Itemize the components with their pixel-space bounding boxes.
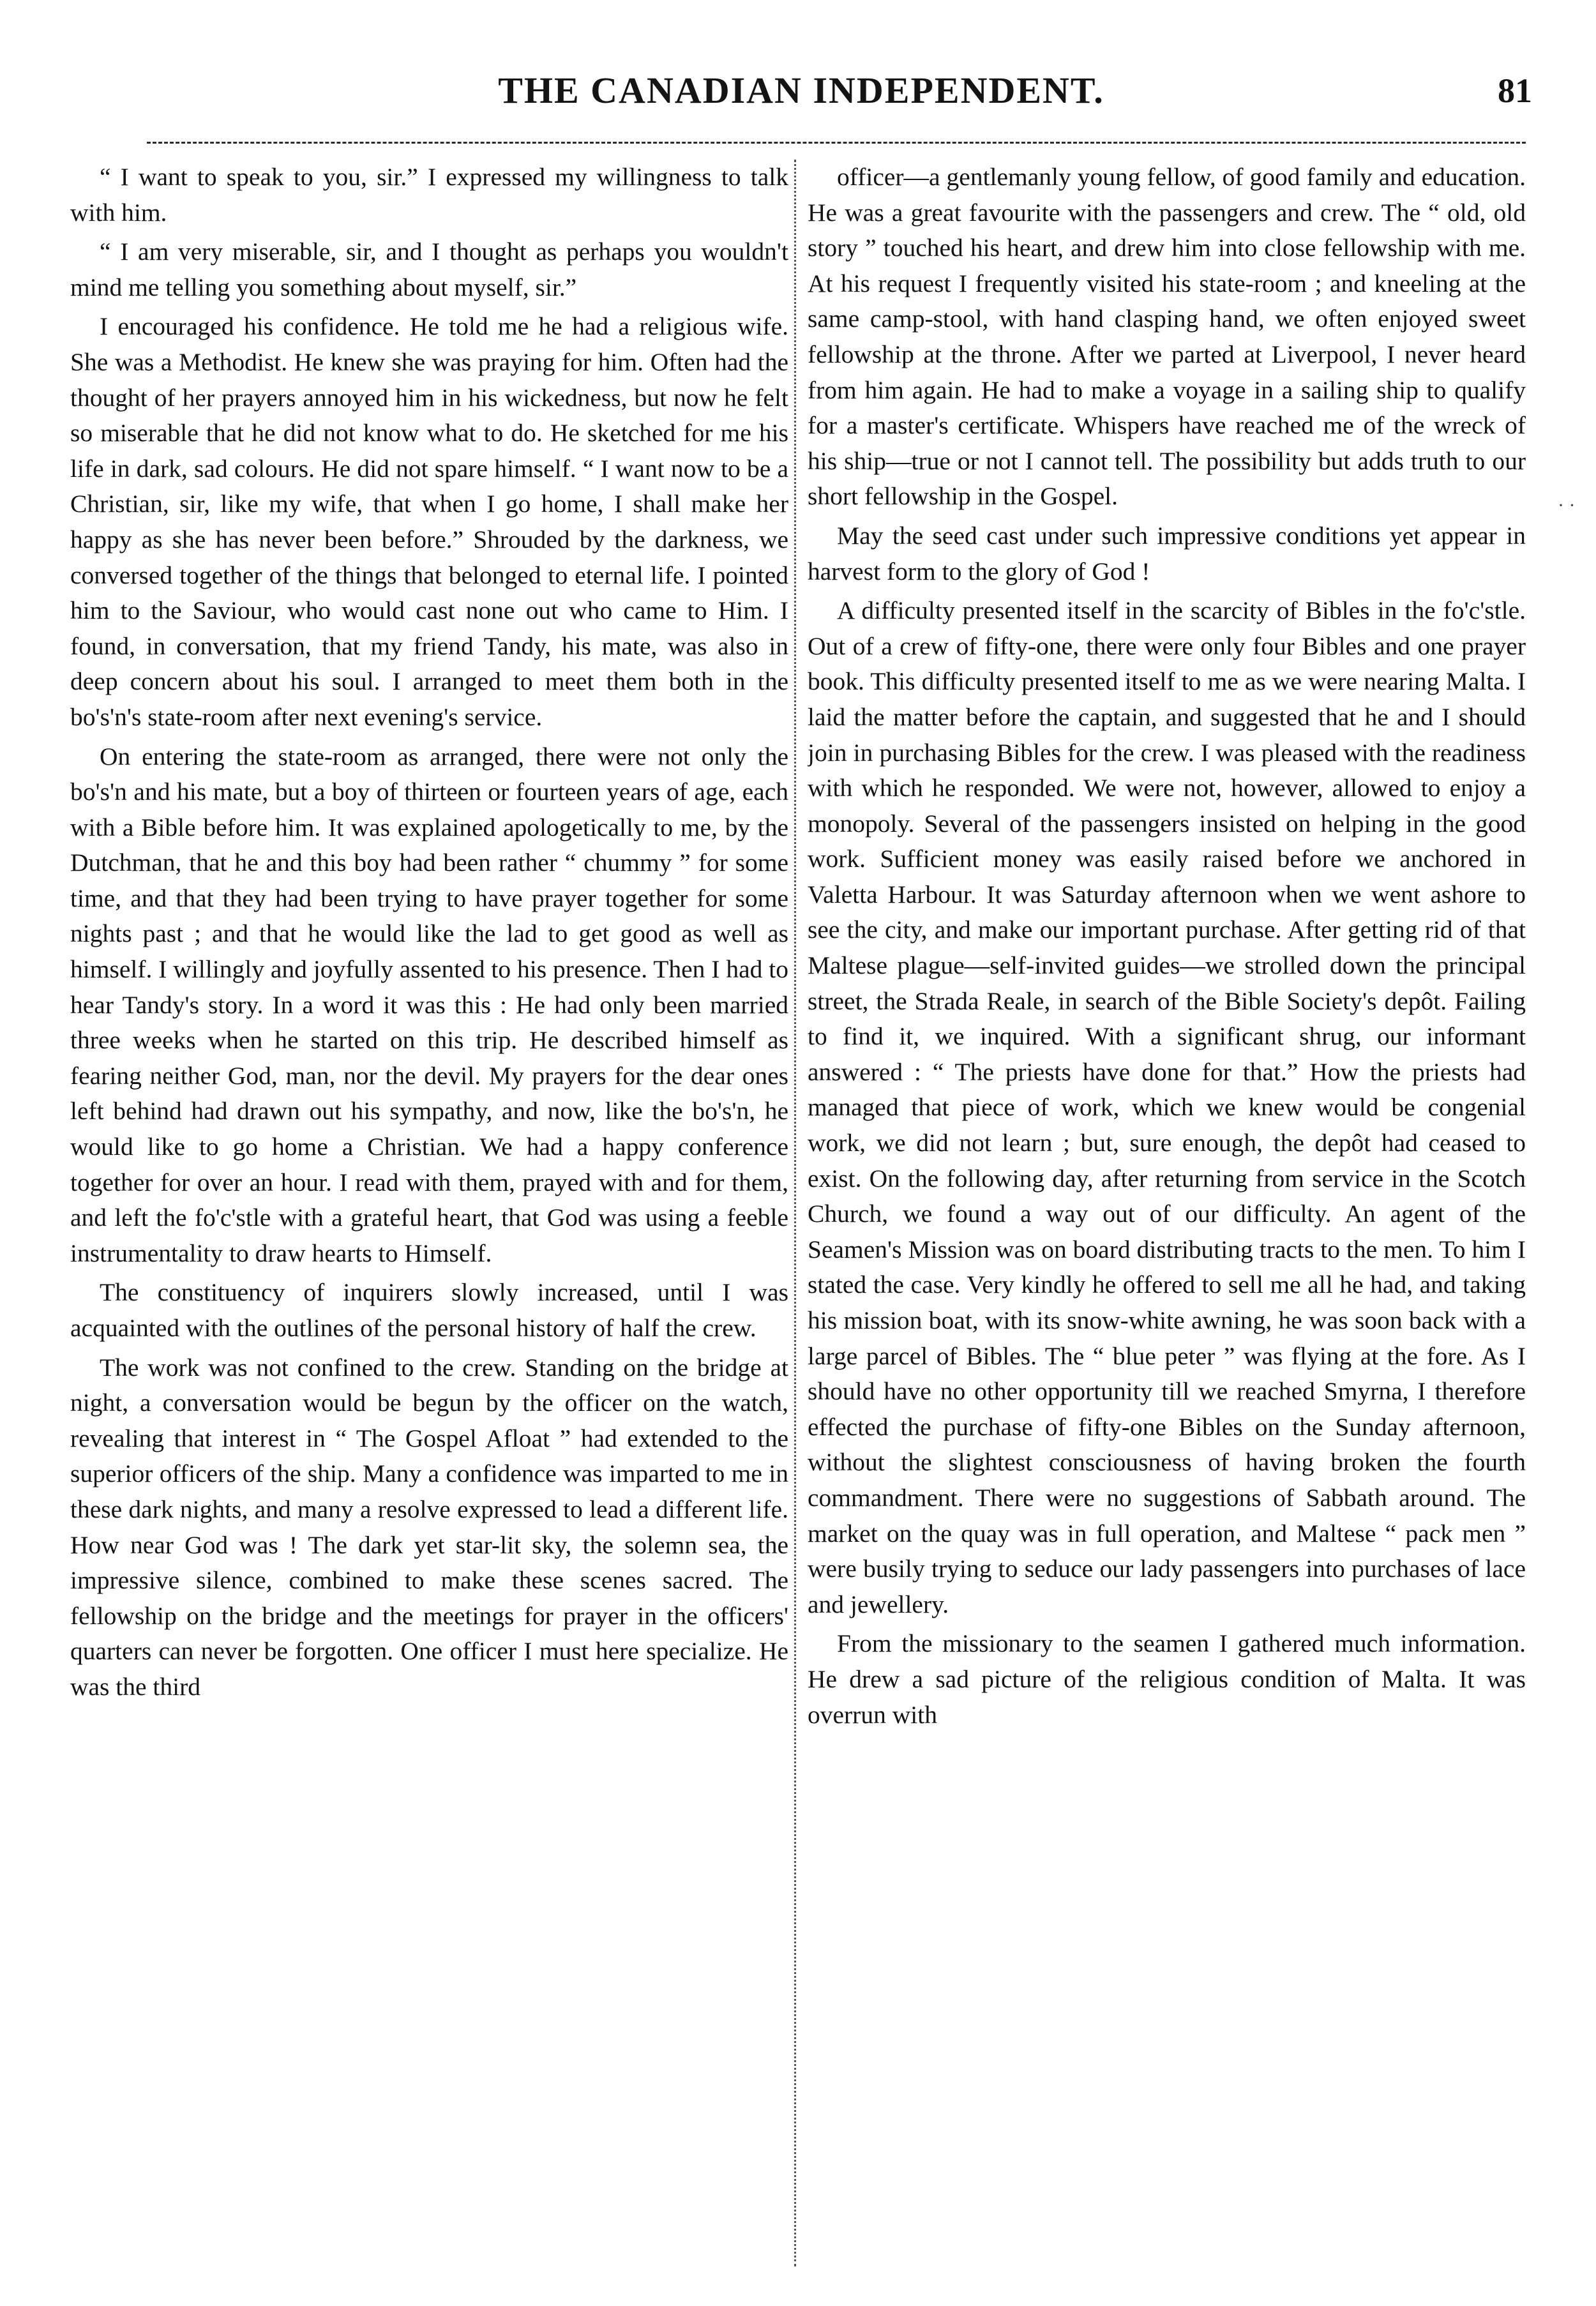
page-number: 81 bbox=[1498, 72, 1532, 110]
page-header bbox=[70, 65, 1532, 123]
paragraph: The work was not confined to the crew. Standing on the bridge at night, a conversation would be begun by the officer on the watch, revealing that interest in “ The Gospel Afloat ” had extended to the superior officers of the ship. Many a confidence was imparted to me in these dark nights, and many a resolve expressed to lead a different life. How near God was ! The dark yet star-lit sky, the solemn sea, the impressive silence, combined to make these scenes sacred. The fellowship on the bridge and the meetings for prayer in the officers' quarters can never be forgotten. One officer I must here specialize. He was the third bbox=[70, 1353, 788, 1701]
paragraph: “ I am very miserable, sir, and I thought as perhaps you wouldn't mind me telling you something about myself, sir.” bbox=[70, 237, 788, 301]
header-rule bbox=[147, 142, 1526, 144]
paragraph: “ I want to speak to you, sir.” I expressed my willingness to talk with him. bbox=[70, 163, 788, 227]
paragraph: On entering the state-room as arranged, there were not only the bo's'n and his mate, but a boy of thirteen or fourteen years of age, each with a Bible before him. It was explained apologetically to me, by the Dutchman, that he and this boy had been rather “ chummy ” for some time, and that they had been trying to have prayer together for some nights past ; and that he would like the lad to get good as well as himself. I willingly and joyfully assented to his presence. Then I had to hear Tandy's story. In a word it was this : He had only been married three weeks when he started on this trip. He described himself as fearing neither God, man, nor the devil. My prayers for the dear ones left behind had drawn out his sympathy, and now, like the bo's'n, he would like to go home a Christian. We had a happy conference together for over an hour. I read with them, prayed with and for them, and left the fo'c'stle with a grateful heart, that God was using a feeble instrumentality to draw hearts to Himself. bbox=[70, 742, 788, 1267]
right-column bbox=[808, 160, 1526, 2266]
paragraph: May the seed cast under such impressive conditions yet appear in harvest form to the glory of God ! bbox=[808, 521, 1526, 585]
paragraph: I encouraged his confidence. He told me he had a religious wife. She was a Methodist. He knew she was praying for him. Often had the thought of her prayers annoyed him in his wickedness, but now he felt so miserable that he did not know what to do. He sketched for me his life in dark, sad colours. He did not spare himself. “ I want now to be a Christian, sir, like my wife, that when I go home, I shall make her happy as she has never been before.” Shrouded by the darkness, we conversed together of the things that belonged to eternal life. I pointed him to the Saviour, who would cast none out who came to Him. I found, in conversation, that my friend Tandy, his mate, was also in deep concern about his soul. I arranged to meet them both in the bo's'n's state-room after next evening's service. bbox=[70, 312, 788, 731]
paragraph: The constituency of inquirers slowly increased, until I was acquainted with the outlines of the personal history of half the crew. bbox=[70, 1278, 788, 1342]
paragraph: A difficulty presented itself in the scarcity of Bibles in the fo'c'stle. Out of a crew of fifty-one, there were only four Bibles and one prayer book. This difficulty presented itself to me as we were nearing Malta. I laid the matter before the captain, and suggested that he and I should join in purchasing Bibles for the crew. I was pleased with the readiness with which he responded. We were not, however, allowed to enjoy a monopoly. Several of the passengers insisted on helping in the good work. Sufficient money was easily raised before we anchored in Valetta Harbour. It was Saturday afternoon when we went ashore to see the city, and make our important purchase. After getting rid of that Maltese plague—self-invited guides—we strolled down the principal street, the Strada Reale, in search of the Bible Society's depôt. Failing to find it, we inquired. With a significant shrug, our informant answered : “ The priests have done for that.” How the priests had managed that piece of work, which we knew would be congenial work, we did not learn ; but, sure enough, the depôt had ceased to exist. On the following day, after returning from service in the Scotch Church, we found a way out of our difficulty. An agent of the Seamen's Mission was on board distributing tracts to the men. To him I stated the case. Very kindly he offered to sell me all he had, and taking his mission boat, with its snow-white awning, he was soon back with a large parcel of Bibles. The “ blue peter ” was flying at the fore. As I should have no other opportunity till we reached Smyrna, I therefore effected the purchase of fifty-one Bibles on the Sunday afternoon, without the slightest consciousness of having broken the fourth commandment. There were no suggestions of Sabbath around. The market on the quay was in full operation, and Maltese “ pack men ” were busily trying to seduce our lady passengers into purchases of lace and jewellery. bbox=[808, 596, 1526, 1618]
margin-mark: · · bbox=[1558, 495, 1576, 516]
left-column bbox=[70, 160, 788, 2266]
running-title: THE CANADIAN INDEPENDENT. bbox=[498, 70, 1104, 111]
paragraph: From the missionary to the seamen I gathered much information. He drew a sad picture of the religious condition of Malta. It was overrun with bbox=[808, 1629, 1526, 1729]
column-divider bbox=[794, 160, 796, 2266]
paragraph: officer—a gentlemanly young fellow, of good family and education. He was a great favourite with the passengers and crew. The “ old, old story ” touched his heart, and drew him into close fellowship with me. At his request I frequently visited his state-room ; and kneeling at the same camp-stool, with hand clasping hand, we often enjoyed sweet fellowship at the throne. After we parted at Liverpool, I never heard from him again. He had to make a voyage in a sailing ship to qualify for a master's certificate. Whispers have reached me of the wreck of his ship—true or not I cannot tell. The possibility but adds truth to our short fellowship in the Gospel. bbox=[808, 163, 1526, 511]
